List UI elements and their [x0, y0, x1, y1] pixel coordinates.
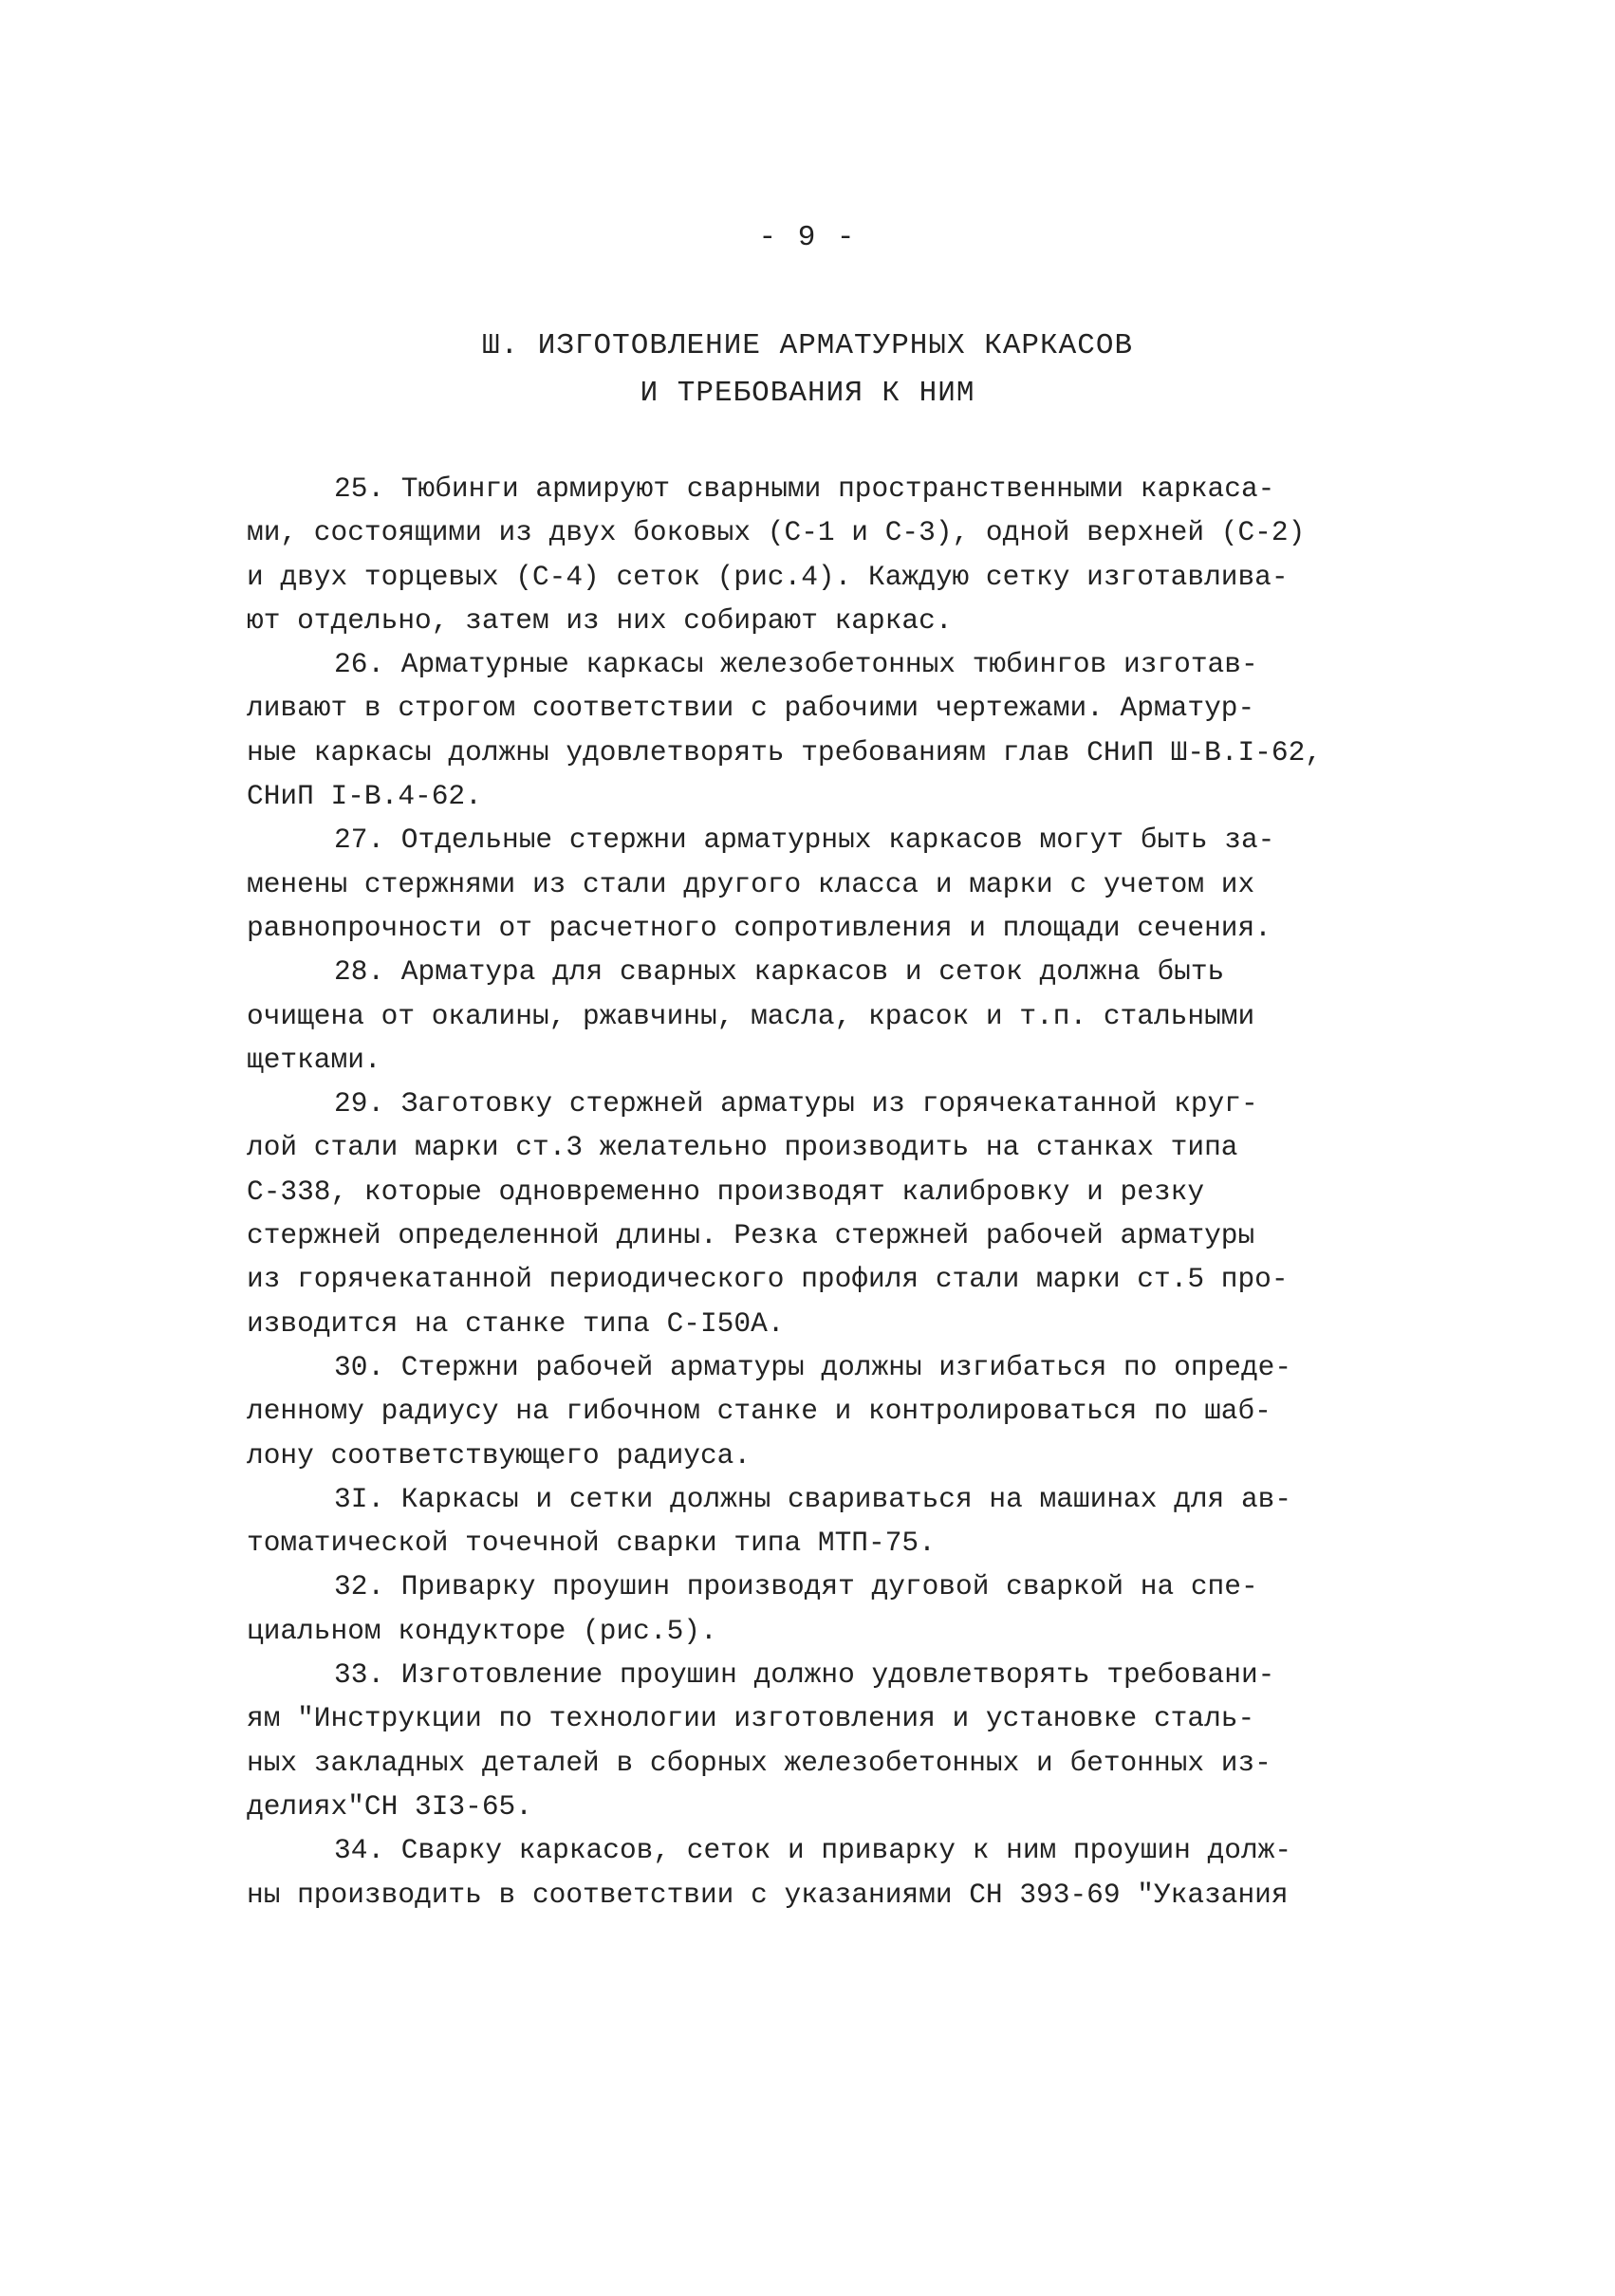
text-line: ют отдельно, затем из них собирают каркас. — [247, 603, 953, 637]
text-line: делиях"СН 3I3-65. — [247, 1789, 532, 1823]
paragraph — [247, 1345, 1385, 1477]
body-text — [247, 467, 1385, 1916]
text-line: и двух торцевых (С-4) сеток (рис.4). Каждую сетку изготавлива- — [247, 560, 1289, 593]
paragraph — [247, 1828, 1385, 1916]
paragraph — [247, 818, 1385, 950]
text-line: из горячекатанной периодического профиля стали марки ст.5 про- — [247, 1263, 1289, 1296]
paragraph — [247, 1477, 1385, 1565]
text-line: 33. Изготовление проушин должно удовлетворять требовани- — [334, 1658, 1275, 1692]
text-line: лой стали марки ст.3 желательно производить на станках типа — [247, 1131, 1238, 1164]
text-line: С-338, которые одновременно производят калибровку и резку — [247, 1175, 1205, 1208]
text-line: 3I. Каркасы и сетки должны свариваться на машинах для ав- — [334, 1482, 1292, 1515]
text-line: 32. Приварку проушин производят дуговой сваркой на спе- — [334, 1570, 1258, 1603]
section-title-line-2: И ТРЕБОВАНИЯ К НИМ — [640, 377, 975, 410]
text-line: циальном кондукторе (рис.5). — [247, 1614, 717, 1647]
text-line: томатической точечной сварки типа МТП-75. — [247, 1527, 936, 1560]
text-line: 34. Сварку каркасов, сеток и приварку к ним проушин долж- — [334, 1834, 1292, 1867]
section-title — [0, 323, 1615, 417]
text-line: СНиП I-В.4-62. — [247, 780, 482, 813]
paragraph — [247, 642, 1385, 818]
text-line: 29. Заготовку стержней арматуры из горячекатанной круг- — [334, 1087, 1258, 1120]
text-line: равнопрочности от расчетного сопротивления и площади сечения. — [247, 911, 1272, 944]
text-line: ливают в строгом соответствии с рабочими чертежами. Арматур- — [247, 692, 1255, 725]
text-line: лону соответствующего радиуса. — [247, 1438, 752, 1472]
text-line: 25. Тюбинги армируют сварными пространственными каркаса- — [334, 472, 1275, 505]
text-line: ных закладных деталей в сборных железобетонных и бетонных из- — [247, 1746, 1272, 1779]
text-line: стержней определенной длины. Резка стержней рабочей арматуры — [247, 1219, 1255, 1252]
text-line: 28. Арматура для сварных каркасов и сеток должна быть — [334, 955, 1225, 989]
text-line: менены стержнями из стали другого класса и марки с учетом их — [247, 867, 1255, 900]
paragraph — [247, 950, 1385, 1082]
text-line: ны производить в соответствии с указаниями СН 393-69 "Указания — [247, 1878, 1289, 1911]
paragraph — [247, 1565, 1385, 1653]
text-line: очищена от окалины, ржавчины, масла, красок и т.п. стальными — [247, 999, 1255, 1032]
section-title-line-1: Ш. ИЗГОТОВЛЕНИЕ АРМАТУРНЫХ КАРКАСОВ — [481, 329, 1134, 362]
text-line: 30. Стержни рабочей арматуры должны изгибаться по опреде- — [334, 1350, 1292, 1383]
text-line: 26. Арматурные каркасы железобетонных тюбингов изготав- — [334, 648, 1258, 681]
paragraph — [247, 1653, 1385, 1828]
text-line: ям "Инструкции по технологии изготовления и установке сталь- — [247, 1702, 1255, 1735]
paragraph — [247, 467, 1385, 642]
paragraph — [247, 1082, 1385, 1345]
text-line: 27. Отдельные стержни арматурных каркасов могут быть за- — [334, 824, 1275, 857]
text-line: ленному радиусу на гибочном станке и контролироваться по шаб- — [247, 1395, 1272, 1428]
page-number: - 9 - — [758, 221, 857, 254]
text-line: щетками. — [247, 1043, 381, 1076]
text-line: ные каркасы должны удовлетворять требованиям глав СНиП Ш-В.I-62, — [247, 735, 1322, 768]
text-line: ми, состоящими из двух боковых (С-1 и С-3), одной верхней (С-2) — [247, 516, 1306, 549]
text-line: изводится на станке типа С-I50А. — [247, 1306, 785, 1340]
